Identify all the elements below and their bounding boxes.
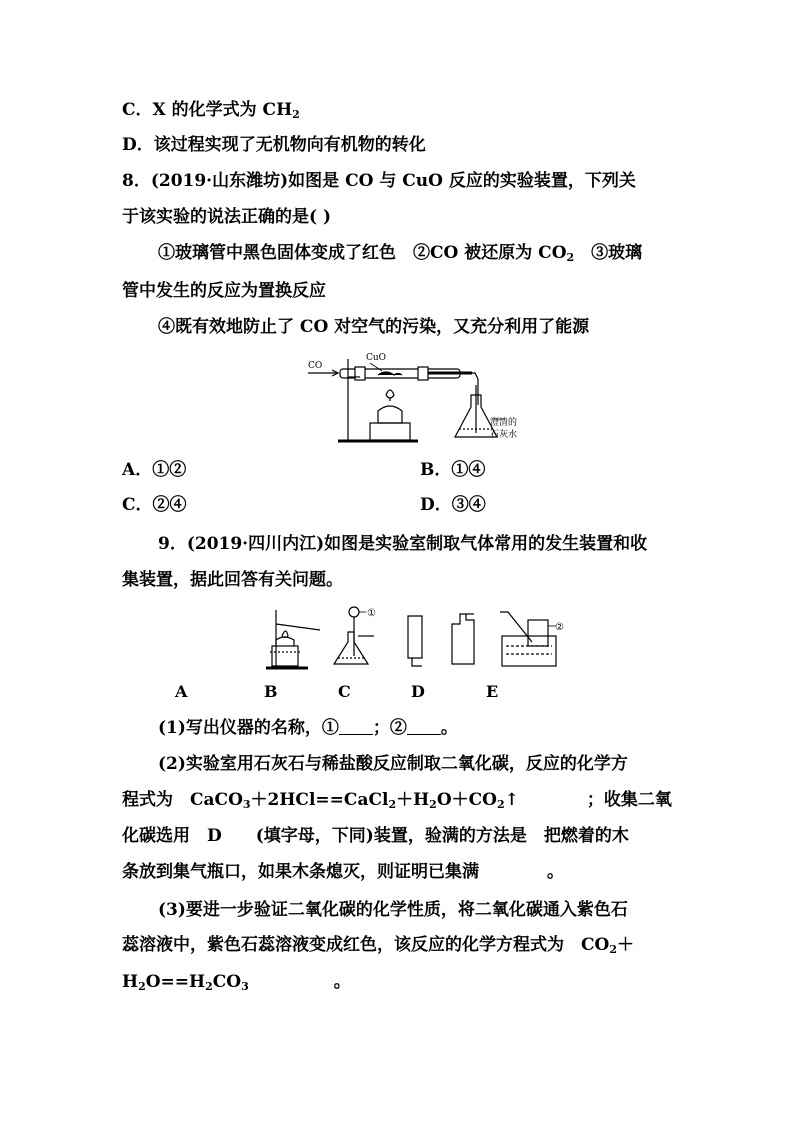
limewater-label-1: 澄清的 [490,418,518,428]
apparatus-label-a: A [175,682,188,701]
option-8a[interactable]: A．①② [122,460,187,480]
apparatus-label-e: E [486,682,499,701]
question-9-stem-2: 集装置，据此回答有关问题。 [122,570,343,590]
question-9-stem-1: 9．(2019·四川内江)如图是实验室制取气体常用的发生装置和收 [158,534,648,554]
question-9-part-2-line-3: 化碳选用 D (填字母，下同)装置，验满的方法是 把燃着的木 [122,826,629,846]
option-7c: C．X 的化学式为 $CH_2$ [122,100,300,121]
co-cuo-apparatus-figure [300,345,550,450]
cuo-label: CuO [366,353,387,363]
apparatus-label-d: D [411,682,425,701]
option-8b[interactable]: B．①④ [420,460,486,480]
limewater-label-2: 石灰水 [490,430,518,440]
option-8c[interactable]: C．②④ [122,495,187,515]
apparatus-mark-2: ② [555,622,564,633]
question-9-part-3-line-1: (3)要进一步验证二氧化碳的化学性质，将二氧化碳通入紫色石 [158,900,628,920]
apparatus-mark-1: ① [367,608,376,619]
apparatus-label-b: B [264,682,278,701]
question-9-part-2-line-2: 程式为 $CaCO_3+2HCl==CaCl_2+H_2O+CO_2↑$ ；收集二氧 [122,790,672,811]
question-9-part-3-line-3: $H_2O==H_2CO_3$ 。 [122,972,351,993]
apparatus-label-c: C [338,682,351,701]
question-8-stem-1: 8．(2019·山东潍坊)如图是 CO 与 CuO 反应的实验装置，下列关 [122,171,636,191]
question-9-part-3-line-2: 蕊溶液中，紫色石蕊溶液变成红色，该反应的化学方程式为 $CO_2+$ [122,935,634,956]
answer-blank-2[interactable] [407,718,441,735]
answer-blank-1[interactable] [339,718,373,735]
question-8-statements-3: ④既有效地防止了 CO 对空气的污染，又充分利用了能源 [158,317,590,337]
option-7d: D．该过程实现了无机物向有机物的转化 [122,135,426,155]
question-8-statements-2: 管中发生的反应为置换反应 [122,281,326,301]
question-9-part-1: (1)写出仪器的名称，① ；② 。 [158,718,458,738]
question-8-statements-1: ①玻璃管中黑色固体变成了红色 ②CO 被还原为 $CO_2$ ③玻璃 [158,243,643,264]
question-8-stem-2: 于该实验的说法正确的是( ) [122,207,332,227]
question-9-part-2-line-1: (2)实验室用石灰石与稀盐酸反应制取二氧化碳，反应的化学方 [158,754,628,774]
co-label: CO [308,361,323,371]
gas-apparatus-figure [262,602,582,672]
option-8d[interactable]: D．③④ [420,495,486,515]
question-9-part-2-line-4: 条放到集气瓶口，如果木条熄灭，则证明已集满 。 [122,862,564,882]
